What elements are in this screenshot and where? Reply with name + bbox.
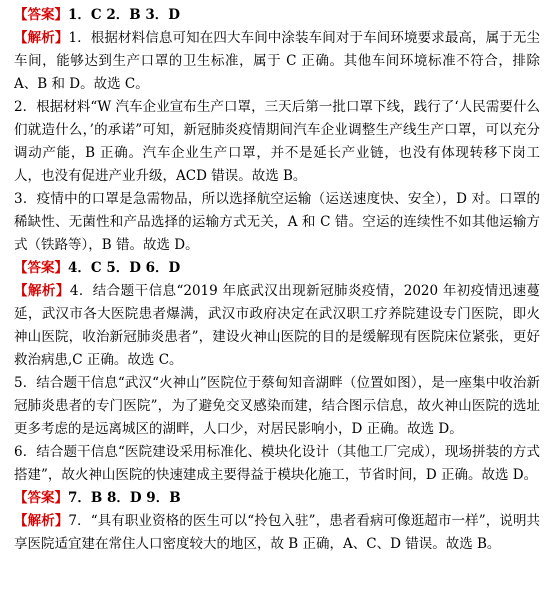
answer-line: 【答案】1．C 2．B 3．D: [14, 7, 180, 23]
analysis-paragraph: 5．结合题干信息“武汉“火神山”医院位于蔡甸知音湖畔（位置如图），是一座集中收治新冠肺炎患者的专门医院”，为了避免交叉感染而建，结合图示信息，故火神山医院的选址更多考虑的是远离城区的湖畔，人口少，对居民影响小，D 正确。故选 D。: [14, 375, 540, 437]
answer-tag: 答案: [27, 490, 55, 506]
analysis-paragraph: 3．疫情中的口罩是急需物品，所以选择航空运输（运送速度快、安全），D 对。口罩的稀缺性、无菌性和产品选择的运输方式无关，A 和 C 错。空运的连续性不如其他运输方式（铁路等），B 错。故选 D。: [14, 191, 540, 253]
analysis-tag: 解析: [27, 30, 55, 46]
analysis-tag: 解析: [27, 283, 56, 299]
analysis-text: 1．根据材料信息可知在四大车间中涂装车间对于车间环境要求最高，属于无尘车间，能够达到生产口罩的卫生标准，属于 C 正确。其他车间环境标准不符合，排除 A、B 和 D。故选 C。: [14, 30, 541, 92]
analysis-paragraph: 【解析】7．“具有职业资格的医生可以“拎包入驻”，患者看病可像逛超市一样”，说明共享医院适宜建在常住人口密度较大的地区，故 B 正确，A、C、D 错误。故选 B。: [14, 513, 541, 552]
answer-text: 4．C 5．D 6．D: [68, 260, 181, 276]
analysis-paragraph: 【解析】1．根据材料信息可知在四大车间中涂装车间对于车间环境要求最高，属于无尘车间，能够达到生产口罩的卫生标准，属于 C 正确。其他车间环境标准不符合，排除 A、B 和 D。故选 C。: [14, 30, 541, 92]
answer-tag: 答案: [27, 260, 55, 276]
answer-line: 【答案】7．B 8．D 9．B: [14, 490, 181, 506]
analysis-text: 7．“具有职业资格的医生可以“拎包入驻”，患者看病可像逛超市一样”，说明共享医院适宜建在常住人口密度较大的地区，故 B 正确，A、C、D 错误。故选 B。: [14, 513, 541, 552]
analysis-tag: 解析: [27, 513, 55, 529]
analysis-paragraph: 2．根据材料“W 汽车企业宣布生产口罩，三天后第一批口罩下线，践行了‘人民需要什么们就造什么，’的承诺”可知，新冠肺炎疫情期间汽车企业调整生产线生产口罩，可以充分调动产能，B 正确。汽车企业生产口罩，并不是延长产业链，也没有体现转移下岗工人，也没有促进产业升级，ACD 错误。故选 B。: [14, 99, 540, 184]
answer-tag: 答案: [27, 7, 55, 23]
answer-text: 1．C 2．B 3．D: [68, 7, 180, 23]
answer-text: 7．B 8．D 9．B: [68, 490, 181, 506]
answer-line: 【答案】4．C 5．D 6．D: [14, 260, 181, 276]
analysis-paragraph: 6．结合题干信息“医院建设采用标准化、模块化设计（其他工厂完成），现场拼装的方式搭建”，故火神山医院的快速建成主要得益于模块化施工，节省时间，D 正确。故选 D。: [14, 444, 540, 483]
analysis-text: 4．结合题干信息“2019 年底武汉出现新冠肺炎疫情，2020 年初疫情迅速蔓延，武汉市各大医院患者爆满，武汉市政府决定在武汉职工疗养院建设专门医院，即火神山医院，收治新冠肺炎患者”，建设火神山医院的目的是缓解现有医院床位紧张，更好救治病患,C 正确。故选 C。: [14, 283, 541, 368]
analysis-paragraph: 【解析】4．结合题干信息“2019 年底武汉出现新冠肺炎疫情，2020 年初疫情迅速蔓延，武汉市各大医院患者爆满，武汉市政府决定在武汉职工疗养院建设专门医院，即火神山医院，收治新冠肺炎患者”，建设火神山医院的目的是缓解现有医院床位紧张，更好救治病患,C 正确。故选 C。: [14, 283, 541, 368]
